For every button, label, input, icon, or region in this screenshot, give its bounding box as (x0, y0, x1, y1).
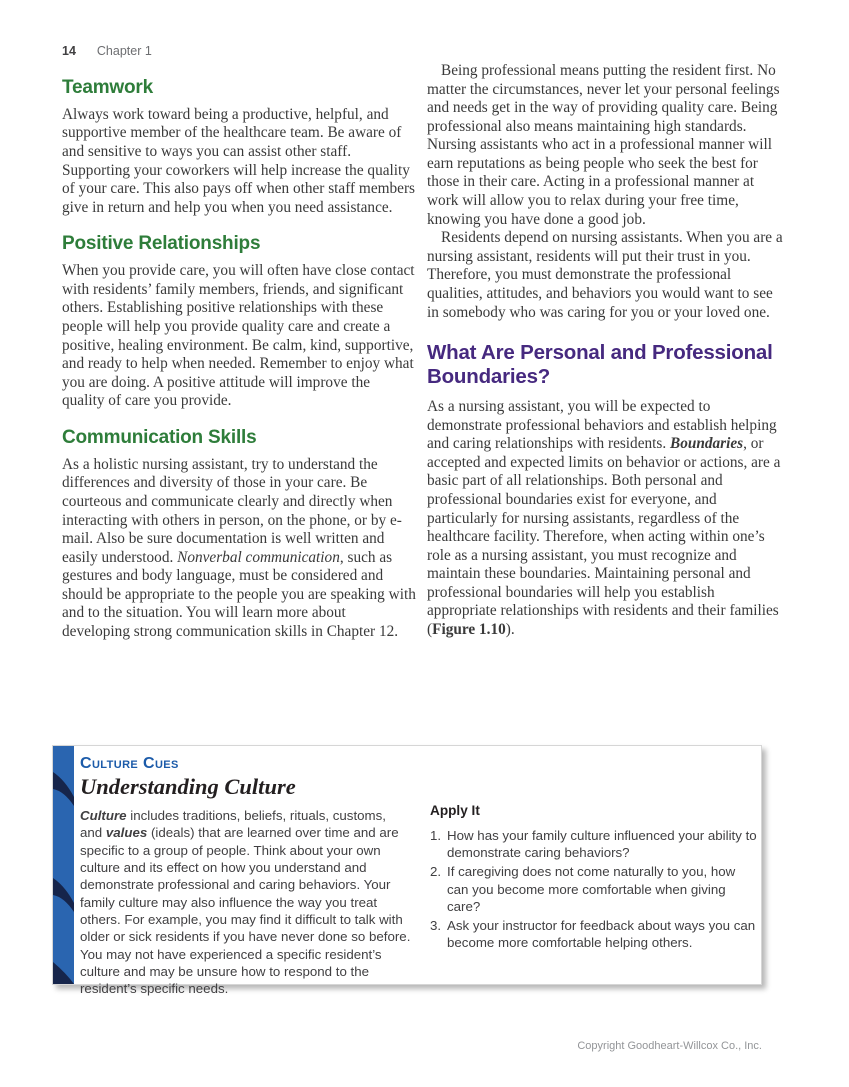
paragraph-teamwork: Always work toward being a productive, helpful, and supportive member of the healthcare team. Be aware of and sensitive to ways you can assist other staff. Supporting your coworkers will help increase the quality of your care. This also pays off when other staff members give in return and help you when you need assistance. (62, 105, 416, 216)
paragraph-residents-depend: Residents depend on nursing assistants. When you are a nursing assistant, residents will put their trust in you. Therefore, you must demonstrate the professional qualities, attitudes, and behaviors you would want to see in somebody who was caring for you or your loved one. (427, 229, 783, 321)
right-column (427, 62, 788, 640)
section-heading-teamwork: Teamwork (62, 77, 153, 98)
paragraph-communication-skills: As a holistic nursing assistant, try to understand the differences and diversity of those in your care. Be courteous and communicate clearly and directly when interacting with others in person, on the phone, or by e-mail. Also be sure documentation is well written and easily understood. Nonverbal communication, such as gestures and body language, must be considered and should be appropriate to the people you are speaking with and to the situation. You will learn more about developing strong communication skills in Chapter 12. (62, 455, 416, 640)
apply-item: 2. If caregiving does not come naturally to you, how can you become more comfortable when giving care? (430, 864, 736, 914)
paragraph-being-professional: Being professional means putting the resident first. No matter the circumstances, never let your personal feelings and needs get in the way of providing quality care. Being professional also means maintaining high standards. Nursing assistants who act in a professional manner will earn reputations as being people who seek the best for those in their care. Acting in a professional manner at work will allow you to relax during your free time, knowing you have done a good job. (427, 62, 780, 228)
left-column (62, 78, 416, 642)
chapter-label: Chapter 1 (96, 44, 152, 58)
apply-it-list (430, 827, 760, 952)
paragraph-positive-relationships: When you provide care, you will often have close contact with residents’ family members, friends, and significant others. Establishing positive relationships with these people will help you provide quality care and create a positive, healing environment. Be calm, kind, supportive, and ready to help when needed. Remember to enjoy what you are doing. A positive attitude will improve the quality of care you provide. (62, 262, 415, 410)
apply-item: 1. How has your family culture influenced your ability to demonstrate caring behaviors? (430, 827, 757, 860)
culture-box-title: Understanding Culture (80, 774, 296, 799)
section-heading-communication-skills: Communication Skills (62, 426, 257, 448)
apply-it-column (430, 802, 760, 954)
culture-cues-box (52, 745, 762, 997)
main-heading-boundaries: What Are Personal and Professional Boundaries? (427, 341, 773, 389)
culture-box-text-column (80, 755, 411, 998)
culture-box-body: Culture includes traditions, beliefs, rituals, customs, and values (ideals) that are learned over time and are specific to a group of people. Think about your own culture and its effect on how you understand and demonstrate professional and caring behaviors. Your family culture may also influence the way you treat others. For example, you may find it difficult to talk with older or sick residents if you have never done so before. You may not have experienced a specific resident’s culture and may be unsure how to respond to the resident’s specific needs. (80, 808, 411, 997)
page-number: 14 (62, 44, 76, 58)
section-heading-positive-relationships: Positive Relationships (62, 233, 261, 255)
paragraph-boundaries: As a nursing assistant, you will be expected to demonstrate professional behaviors and establish helping and caring relationships with residents. Boundaries, or accepted and expected limits on behavior or actions, are a basic part of all relationships. Both personal and professional boundaries exist for everyone, and particularly for nursing assistants, regardless of the healthcare facility. Therefore, when acting within one’s role as a nursing assistant, you must recognize and maintain these boundaries. Maintaining personal and professional boundaries will help you establish appropriate relationships with residents and their families (Figure 1.10). (427, 398, 781, 638)
copyright-notice: Copyright Goodheart-Willcox Co., Inc. (577, 1040, 762, 1052)
culture-cues-kicker: Culture Cues (80, 755, 179, 772)
apply-item: 3. Ask your instructor for feedback about ways you can become more comfortable helping others. (430, 918, 756, 951)
apply-it-heading: Apply It (430, 803, 480, 818)
culture-box-accent-bar (53, 746, 74, 984)
running-head (62, 44, 152, 58)
